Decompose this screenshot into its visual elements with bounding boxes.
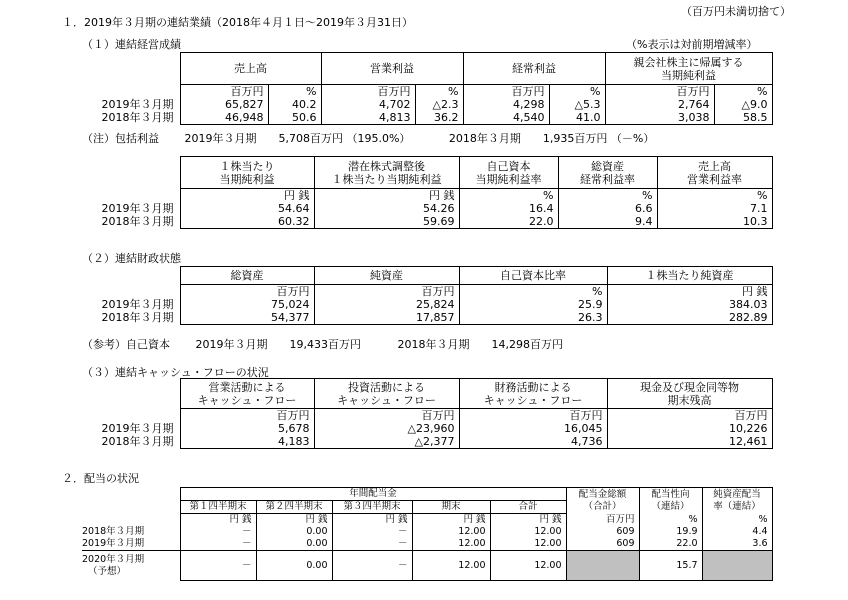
- data-cell: 16.4: [459, 202, 558, 215]
- unit-label: %: [415, 85, 463, 99]
- operating-results-table: [82, 52, 773, 125]
- dividends-table: [82, 487, 773, 581]
- col-header: 現金及び現金同等物 期末残高: [607, 379, 772, 409]
- data-cell: 54,377: [180, 311, 314, 325]
- data-cell: 50.6: [268, 111, 321, 125]
- unit-label: 百万円: [566, 514, 639, 527]
- data-cell: 609: [566, 538, 639, 551]
- col-header: 親会社株主に帰属する 当期純利益: [605, 53, 772, 85]
- forecast-row: [82, 551, 772, 581]
- table-row: [82, 98, 772, 111]
- unit-label: %: [639, 514, 702, 527]
- unit-label: 円 銭: [314, 189, 459, 203]
- table-row: [82, 422, 772, 435]
- data-cell: 12.00: [412, 526, 490, 538]
- per-share-table: [82, 156, 773, 229]
- data-cell: 58.5: [714, 111, 772, 125]
- col-header: 第１四半期末: [180, 501, 256, 514]
- data-cell: 36.2: [415, 111, 463, 125]
- data-cell: 59.69: [314, 215, 459, 229]
- data-cell: 5,678: [180, 422, 314, 435]
- table-row: [82, 202, 772, 215]
- unit-label: 百万円: [605, 85, 714, 99]
- data-cell: 46,948: [180, 111, 268, 125]
- data-cell: 4.4: [702, 526, 772, 538]
- data-cell: △5.3: [549, 98, 605, 111]
- unit-label: %: [657, 189, 772, 203]
- col-header: 配当金総額 （合計）: [566, 488, 639, 514]
- col-header: 売上高: [180, 53, 321, 85]
- col-header: 合計: [490, 501, 566, 514]
- col-header: 総資産 経常利益率: [558, 157, 657, 189]
- row-label: 2018年３月期: [101, 311, 174, 325]
- data-cell: 40.2: [268, 98, 321, 111]
- unit-label: 百万円: [463, 85, 549, 99]
- data-cell: 609: [566, 526, 639, 538]
- unit-label: 百万円: [607, 409, 772, 423]
- col-header: 営業活動による キャッシュ・フロー: [180, 379, 314, 409]
- data-cell: －: [332, 538, 412, 551]
- data-cell: 4,702: [321, 98, 415, 111]
- data-cell: 75,024: [180, 298, 314, 311]
- row-label: 2019年３月期: [101, 298, 174, 311]
- col-header: 潜在株式調整後 １株当たり当期純利益: [314, 157, 459, 189]
- table-row: [82, 215, 772, 229]
- unit-label: 円 銭: [180, 514, 256, 527]
- data-cell: 2,764: [605, 98, 714, 111]
- data-cell: 54.64: [180, 202, 314, 215]
- col-header: 自己資本比率: [459, 267, 607, 285]
- col-header: 期末: [412, 501, 490, 514]
- data-cell: 0.00: [256, 526, 332, 538]
- data-cell: 3.6: [702, 538, 772, 551]
- row-label: 2018年３月期: [101, 215, 174, 229]
- subsection-title-operating: （１）連結経営成績: [82, 38, 181, 51]
- unit-label: 百万円: [180, 409, 314, 423]
- data-cell: 22.0: [459, 215, 558, 229]
- financial-position-table: [82, 266, 773, 325]
- unit-label: 円 銭: [490, 514, 566, 527]
- data-cell: △2,377: [314, 435, 459, 449]
- data-cell: －: [180, 526, 256, 538]
- row-label: 2019年３月期: [101, 202, 174, 215]
- corner-cell: [82, 53, 180, 85]
- col-header: 配当性向 （連結）: [639, 488, 702, 514]
- unit-label: %: [702, 514, 772, 527]
- data-cell: 15.7: [639, 551, 702, 581]
- unit-note: （百万円未満切捨て）: [681, 5, 791, 18]
- data-cell: 6.6: [558, 202, 657, 215]
- unit-label: 円 銭: [607, 285, 772, 299]
- data-cell: 26.3: [459, 311, 607, 325]
- table-row: [82, 538, 772, 551]
- section-title-dividends: ２．配当の状況: [62, 472, 139, 485]
- unit-label: 百万円: [180, 85, 268, 99]
- data-cell: 54.26: [314, 202, 459, 215]
- shaded-cell: [566, 551, 639, 581]
- data-cell: 25,824: [314, 298, 459, 311]
- data-cell: 12.00: [412, 538, 490, 551]
- row-label: 2018年３月期: [82, 526, 145, 537]
- unit-label: 百万円: [180, 285, 314, 299]
- data-cell: 65,827: [180, 98, 268, 111]
- subsection-title-financial: （２）連結財政状態: [82, 252, 181, 265]
- data-cell: 17,857: [314, 311, 459, 325]
- unit-label: 百万円: [314, 409, 459, 423]
- row-label: 2018年３月期: [101, 111, 174, 125]
- col-header: 経常利益: [463, 53, 605, 85]
- data-cell: 10,226: [607, 422, 772, 435]
- unit-label: 百万円: [321, 85, 415, 99]
- data-cell: －: [180, 551, 256, 581]
- data-cell: 4,736: [459, 435, 607, 449]
- table-row: [82, 111, 772, 125]
- col-header: 財務活動による キャッシュ・フロー: [459, 379, 607, 409]
- data-cell: 12,461: [607, 435, 772, 449]
- data-cell: △9.0: [714, 98, 772, 111]
- unit-label: %: [459, 189, 558, 203]
- row-label: 2019年３月期: [101, 98, 174, 111]
- data-cell: △23,960: [314, 422, 459, 435]
- row-label: [82, 551, 180, 581]
- col-header: １株当たり 当期純利益: [180, 157, 314, 189]
- group-header: 年間配当金: [180, 488, 566, 501]
- data-cell: 3,038: [605, 111, 714, 125]
- col-header: 自己資本 当期純利益率: [459, 157, 558, 189]
- data-cell: 4,540: [463, 111, 549, 125]
- data-cell: 12.00: [490, 526, 566, 538]
- section-title-results: １．2019年３月期の連結業績（2018年４月１日～2019年３月31日）: [62, 16, 413, 29]
- percent-note: （%表示は対前期増減率）: [626, 38, 758, 51]
- data-cell: 0.00: [256, 551, 332, 581]
- table-row: [82, 435, 772, 449]
- row-label: 2019年３月期: [101, 422, 174, 435]
- col-header: 投資活動による キャッシュ・フロー: [314, 379, 459, 409]
- data-cell: △2.3: [415, 98, 463, 111]
- subsection-title-cashflow: （３）連結キャッシュ・フローの状況: [82, 366, 269, 379]
- data-cell: 41.0: [549, 111, 605, 125]
- unit-label: %: [549, 85, 605, 99]
- data-cell: 384.03: [607, 298, 772, 311]
- table-row: [82, 526, 772, 538]
- comprehensive-income-note: （注）包括利益 2019年３月期 5,708百万円 （195.0%） 2018年３月期 1,935百万円 （－%）: [82, 132, 655, 145]
- data-cell: 7.1: [657, 202, 772, 215]
- unit-label: %: [459, 285, 607, 299]
- unit-label: %: [714, 85, 772, 99]
- equity-reference-note: （参考）自己資本 2019年３月期 19,433百万円 2018年３月期 14,298百万円: [82, 338, 563, 351]
- col-header: 総資産: [180, 267, 314, 285]
- forecast-tag: （予想）: [88, 565, 127, 577]
- shaded-cell: [702, 551, 772, 581]
- row-label: 2018年３月期: [101, 435, 174, 449]
- data-cell: 4,298: [463, 98, 549, 111]
- col-header: 第２四半期末: [256, 501, 332, 514]
- row-label: 2019年３月期: [82, 538, 145, 549]
- unit-label: 円 銭: [412, 514, 490, 527]
- data-cell: －: [180, 538, 256, 551]
- data-cell: 12.00: [490, 538, 566, 551]
- unit-label: %: [268, 85, 321, 99]
- data-cell: －: [332, 526, 412, 538]
- unit-label: 円 銭: [332, 514, 412, 527]
- data-cell: 12.00: [490, 551, 566, 581]
- col-header: 第３四半期末: [332, 501, 412, 514]
- table-row: [82, 298, 772, 311]
- col-header: １株当たり純資産: [607, 267, 772, 285]
- forecast-year-label: 2020年３月期: [82, 553, 145, 565]
- unit-label: 百万円: [314, 285, 459, 299]
- unit-label: 円 銭: [256, 514, 332, 527]
- unit-label: 百万円: [459, 409, 607, 423]
- unit-label: 円 銭: [180, 189, 314, 203]
- col-header: 純資産: [314, 267, 459, 285]
- unit-label: %: [558, 189, 657, 203]
- data-cell: －: [332, 551, 412, 581]
- data-cell: 0.00: [256, 538, 332, 551]
- data-cell: 16,045: [459, 422, 607, 435]
- data-cell: 4,183: [180, 435, 314, 449]
- data-cell: 10.3: [657, 215, 772, 229]
- data-cell: 60.32: [180, 215, 314, 229]
- data-cell: 282.89: [607, 311, 772, 325]
- data-cell: 19.9: [639, 526, 702, 538]
- table-row: [82, 311, 772, 325]
- col-header: 純資産配当 率（連結）: [702, 488, 772, 514]
- data-cell: 12.00: [412, 551, 490, 581]
- col-header: 営業利益: [321, 53, 463, 85]
- data-cell: 4,813: [321, 111, 415, 125]
- data-cell: 25.9: [459, 298, 607, 311]
- data-cell: 22.0: [639, 538, 702, 551]
- cash-flow-table: [82, 378, 773, 449]
- col-header: 売上高 営業利益率: [657, 157, 772, 189]
- data-cell: 9.4: [558, 215, 657, 229]
